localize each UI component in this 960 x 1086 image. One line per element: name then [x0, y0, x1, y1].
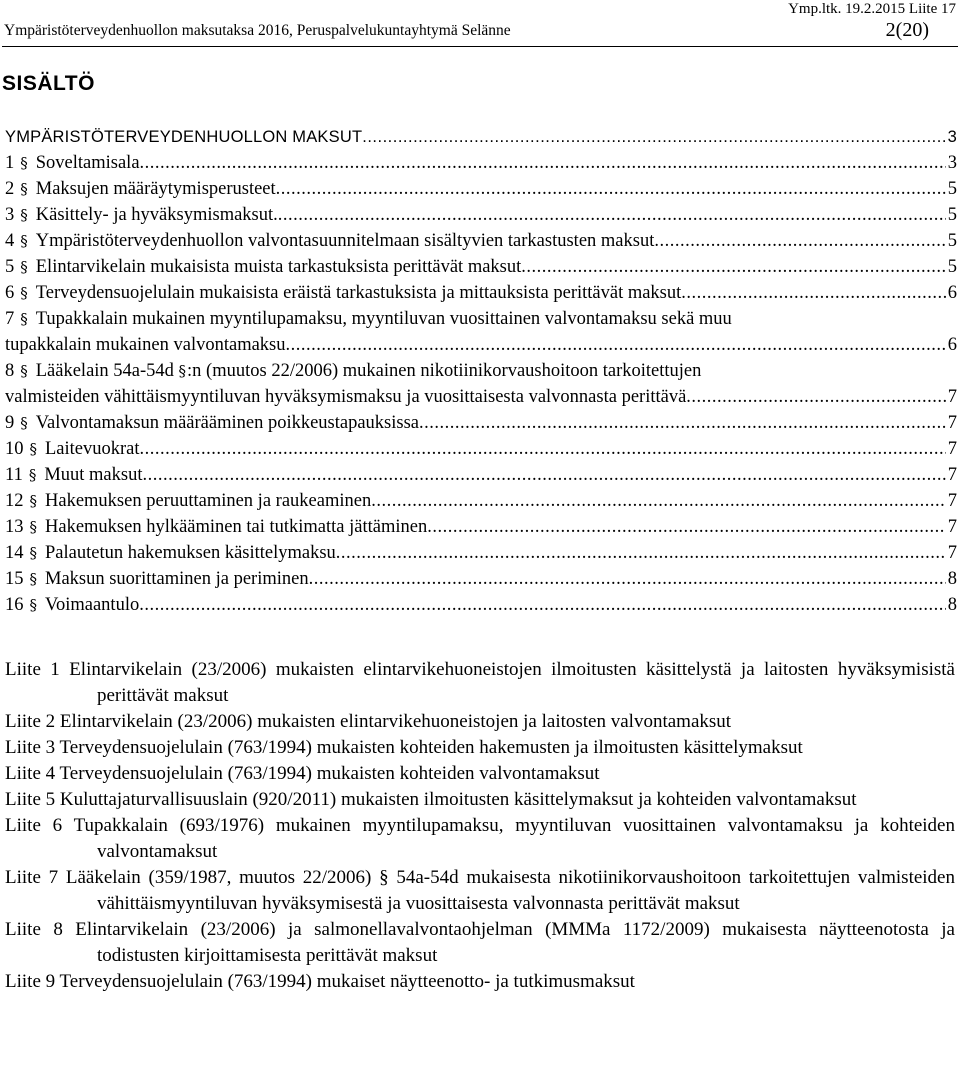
appendix-item-2: Liite 2 Elintarvikelain (23/2006) mukaisten elintarvikehuoneistojen ja laitosten valvontamaksut: [5, 711, 732, 732]
toc-page-number: 5: [947, 205, 957, 225]
dot-leader: [681, 280, 945, 306]
toc-page-number: 8: [947, 569, 957, 589]
toc-entry-12[interactable]: [5, 488, 957, 514]
appendix-item-5: Liite 5 Kuluttajaturvallisuuslain (920/2011) mukaisten ilmoitusten käsittelymaksut ja kohteiden valvontamaksut: [5, 789, 857, 810]
toc-page-number: 7: [947, 517, 957, 537]
toc-entry-16[interactable]: [5, 592, 957, 618]
section-sign-icon: §: [20, 258, 28, 276]
toc-entry-7[interactable]: [5, 306, 957, 358]
dot-leader: [371, 488, 946, 514]
header-reference: Ymp.ltk. 19.2.2015 Liite 17: [788, 1, 956, 17]
section-sign-icon: §: [178, 362, 187, 380]
toc-entry-text: Maksun suorittaminen ja periminen: [45, 569, 309, 589]
toc-entry-number: 5: [5, 257, 15, 277]
toc-entry-text: Käsittely- ja hyväksymismaksut.: [35, 205, 278, 225]
toc-page-number: 5: [947, 257, 957, 277]
section-sign-icon: §: [20, 232, 28, 250]
page-number: 2(20): [885, 19, 929, 41]
section-sign-icon: §: [20, 310, 28, 328]
appendix-item-4: Liite 4 Terveydensuojelulain (763/1994) mukaisten kohteiden valvontamaksut: [5, 763, 600, 784]
appendix-list: [5, 657, 955, 995]
dot-leader: [278, 202, 946, 228]
dot-leader: [427, 514, 946, 540]
toc-page-number: 6: [947, 335, 957, 355]
toc-entry-text: Hakemuksen hylkääminen tai tutkimatta jättäminen: [45, 517, 428, 537]
toc-page-number: 5: [947, 231, 957, 251]
dot-leader: [276, 176, 946, 202]
toc-entry-text: Soveltamisala: [35, 153, 140, 173]
toc-entry-main[interactable]: [5, 124, 957, 150]
header-divider: [2, 46, 958, 47]
header-title: Ympäristöterveydenhuollon maksutaksa 2016, Peruspalvelukuntayhtymä Selänne: [4, 22, 511, 39]
toc-entry-1[interactable]: [5, 150, 957, 176]
toc-page-number: 6: [947, 283, 957, 303]
dot-leader: [142, 462, 945, 488]
toc-entry-text: YMPÄRISTÖTERVEYDENHUOLLON MAKSUT: [5, 128, 363, 146]
toc-entry-text: Muut maksut: [44, 465, 143, 485]
toc-entry-5[interactable]: [5, 254, 957, 280]
toc-entry-number: 11: [5, 465, 23, 485]
toc-page-number: 7: [947, 387, 957, 407]
toc-entry-number: 13: [5, 517, 24, 537]
toc-entry-text-cont: valmisteiden vähittäismyyntiluvan hyväksymismaksu ja vuosittaisesta valvonnasta perittävä: [5, 387, 687, 407]
toc-page-number: 3: [947, 153, 957, 173]
toc-page-number: 7: [947, 413, 957, 433]
toc-entry-number: 10: [5, 439, 24, 459]
toc-page-number: 7: [947, 543, 957, 563]
toc-entry-number: 2: [5, 179, 15, 199]
toc-entry-text: :n (muutos 22/2006) mukainen nikotiinikorvaushoitoon tarkoitettujen: [187, 361, 702, 381]
dot-leader: [336, 540, 946, 566]
appendix-item-1: Liite 1 Elintarvikelain (23/2006) mukaisten elintarvikehuoneistojen ilmoitusten käsittelystä ja laitosten hyväksymisistä perittävät maksut: [5, 659, 955, 706]
toc-entry-9[interactable]: [5, 410, 957, 436]
toc-entry-10[interactable]: [5, 436, 957, 462]
section-sign-icon: §: [29, 596, 37, 614]
table-of-contents: [5, 124, 957, 618]
section-sign-icon: §: [20, 362, 28, 380]
toc-entry-number: 4: [5, 231, 15, 251]
toc-entry-number: 6: [5, 283, 15, 303]
dot-leader: [139, 592, 946, 618]
section-sign-icon: §: [29, 492, 37, 510]
toc-page-number: 8: [947, 595, 957, 615]
toc-entry-number: 7: [5, 309, 15, 329]
toc-page-number: 7: [947, 491, 957, 511]
section-sign-icon: §: [29, 544, 37, 562]
contents-heading: SISÄLTÖ: [2, 72, 95, 95]
section-sign-icon: §: [20, 284, 28, 302]
toc-entry-14[interactable]: [5, 540, 957, 566]
section-sign-icon: §: [29, 518, 37, 536]
toc-page-number: 3: [947, 128, 957, 146]
section-sign-icon: §: [20, 414, 28, 432]
dot-leader: [521, 254, 945, 280]
toc-entry-8[interactable]: [5, 358, 957, 410]
toc-page-number: 7: [947, 465, 957, 485]
toc-entry-number: 16: [5, 595, 24, 615]
appendix-item-7: Liite 7 Lääkelain (359/1987, muutos 22/2006) § 54a-54d mukaisesta nikotiinikorvaushoitoon tarkoitettujen valmisteiden vähittäismyyntiluvan hyväksymisestä ja vuosittaisesta valvonnasta perittävät maksut: [5, 867, 955, 914]
toc-entry-text: Valvontamaksun määrääminen poikkeustapauksissa: [35, 413, 420, 433]
toc-entry-text: Voimaantulo: [45, 595, 140, 615]
toc-entry-number: 14: [5, 543, 24, 563]
dot-leader: [419, 410, 946, 436]
section-sign-icon: §: [20, 154, 28, 172]
toc-entry-3[interactable]: [5, 202, 957, 228]
toc-entry-number: 8: [5, 361, 15, 381]
appendix-item-8: Liite 8 Elintarvikelain (23/2006) ja salmonellavalvontaohjelman (MMMa 1172/2009) mukaisesta näytteenotosta ja todistusten kirjoittamisesta perittävät maksut: [5, 919, 955, 966]
toc-entry-text: Lääkelain 54a-54d: [35, 361, 179, 381]
toc-entry-2[interactable]: [5, 176, 957, 202]
appendix-item-3: Liite 3 Terveydensuojelulain (763/1994) mukaisten kohteiden hakemusten ja ilmoitusten käsittelymaksut: [5, 737, 803, 758]
toc-entry-11[interactable]: [5, 462, 957, 488]
section-sign-icon: §: [20, 180, 28, 198]
section-sign-icon: §: [29, 570, 37, 588]
toc-entry-text: Maksujen määräytymisperusteet: [35, 179, 276, 199]
toc-entry-text: Terveydensuojelulain mukaisista eräistä tarkastuksista ja mittauksista perittävät maksut: [35, 283, 682, 303]
toc-entry-number: 3: [5, 205, 15, 225]
toc-entry-number: 1: [5, 153, 15, 173]
dot-leader: [286, 332, 946, 358]
dot-leader: [140, 150, 946, 176]
toc-entry-text: Palautetun hakemuksen käsittelymaksu: [45, 543, 336, 563]
toc-entry-text: Tupakkalain mukainen myyntilupamaksu, myyntiluvan vuosittainen valvontamaksu sekä muu: [35, 309, 732, 329]
dot-leader: [686, 384, 945, 410]
toc-entry-text: Elintarvikelain mukaisista muista tarkastuksista perittävät maksut: [35, 257, 522, 277]
toc-entry-number: 12: [5, 491, 24, 511]
toc-entry-number: 9: [5, 413, 15, 433]
section-sign-icon: §: [29, 440, 37, 458]
toc-entry-13[interactable]: [5, 514, 957, 540]
toc-entry-4[interactable]: [5, 228, 957, 254]
toc-page-number: 7: [947, 439, 957, 459]
toc-page-number: 5: [947, 179, 957, 199]
toc-entry-number: 15: [5, 569, 24, 589]
section-sign-icon: §: [28, 466, 37, 484]
toc-entry-text: Laitevuokrat: [45, 439, 140, 459]
toc-entry-text: Ympäristöterveydenhuollon valvontasuunnitelmaan sisältyvien tarkastusten maksut: [35, 231, 655, 251]
toc-entry-text: Hakemuksen peruuttaminen ja raukeaminen: [45, 491, 372, 511]
dot-leader: [309, 566, 946, 592]
toc-entry-text-cont: tupakkalain mukainen valvontamaksu: [5, 335, 286, 355]
section-sign-icon: §: [20, 206, 28, 224]
toc-entry-6[interactable]: [5, 280, 957, 306]
dot-leader: [140, 436, 946, 462]
appendix-item-6: Liite 6 Tupakkalain (693/1976) mukainen myyntilupamaksu, myyntiluvan vuosittainen valvontamaksu ja kohteiden valvontamaksut: [5, 815, 955, 862]
toc-entry-15[interactable]: [5, 566, 957, 592]
appendix-item-9: Liite 9 Terveydensuojelulain (763/1994) mukaiset näytteenotto- ja tutkimusmaksut: [5, 971, 635, 992]
dot-leader: [654, 228, 945, 254]
dot-leader: [362, 124, 945, 150]
